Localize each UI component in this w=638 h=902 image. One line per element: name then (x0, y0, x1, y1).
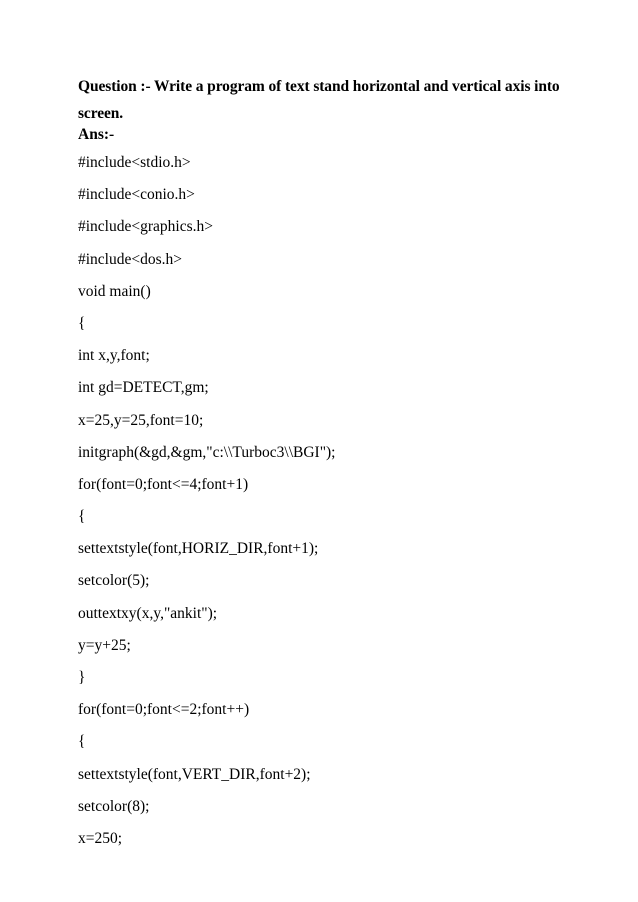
code-line: x=250; (78, 829, 123, 847)
code-line: y=y+25; (78, 636, 131, 654)
code-line: settextstyle(font,VERT_DIR,font+2); (78, 765, 311, 783)
question-text: Question :- Write a program of text stand horizontal and vertical axis into screen. (78, 78, 560, 122)
code-line: setcolor(5); (78, 572, 150, 590)
code-line: #include<conio.h> (78, 186, 195, 204)
code-line: settextstyle(font,HORIZ_DIR,font+1); (78, 540, 319, 558)
code-line: { (78, 508, 86, 526)
answer-label: Ans:- (78, 126, 115, 143)
code-line: outtextxy(x,y,"ankit"); (78, 604, 218, 622)
code-line: } (78, 669, 86, 686)
code-line: initgraph(&gd,&gm,"c:\\Turboc3\\BGI"); (78, 443, 336, 461)
code-line: void main() (78, 282, 151, 300)
code-line: for(font=0;font<=4;font+1) (78, 475, 249, 493)
code-line: for(font=0;font<=2;font++) (78, 701, 250, 719)
code-line: int gd=DETECT,gm; (78, 379, 209, 397)
code-line: setcolor(8); (78, 797, 150, 815)
code-line: { (78, 314, 86, 332)
code-listing (78, 152, 335, 860)
code-line: x=25,y=25,font=10; (78, 411, 204, 429)
code-line: #include<graphics.h> (78, 218, 213, 236)
code-line: { (78, 733, 86, 751)
code-line: #include<stdio.h> (78, 154, 191, 171)
code-line: #include<dos.h> (78, 250, 183, 268)
code-line: int x,y,font; (78, 347, 150, 365)
